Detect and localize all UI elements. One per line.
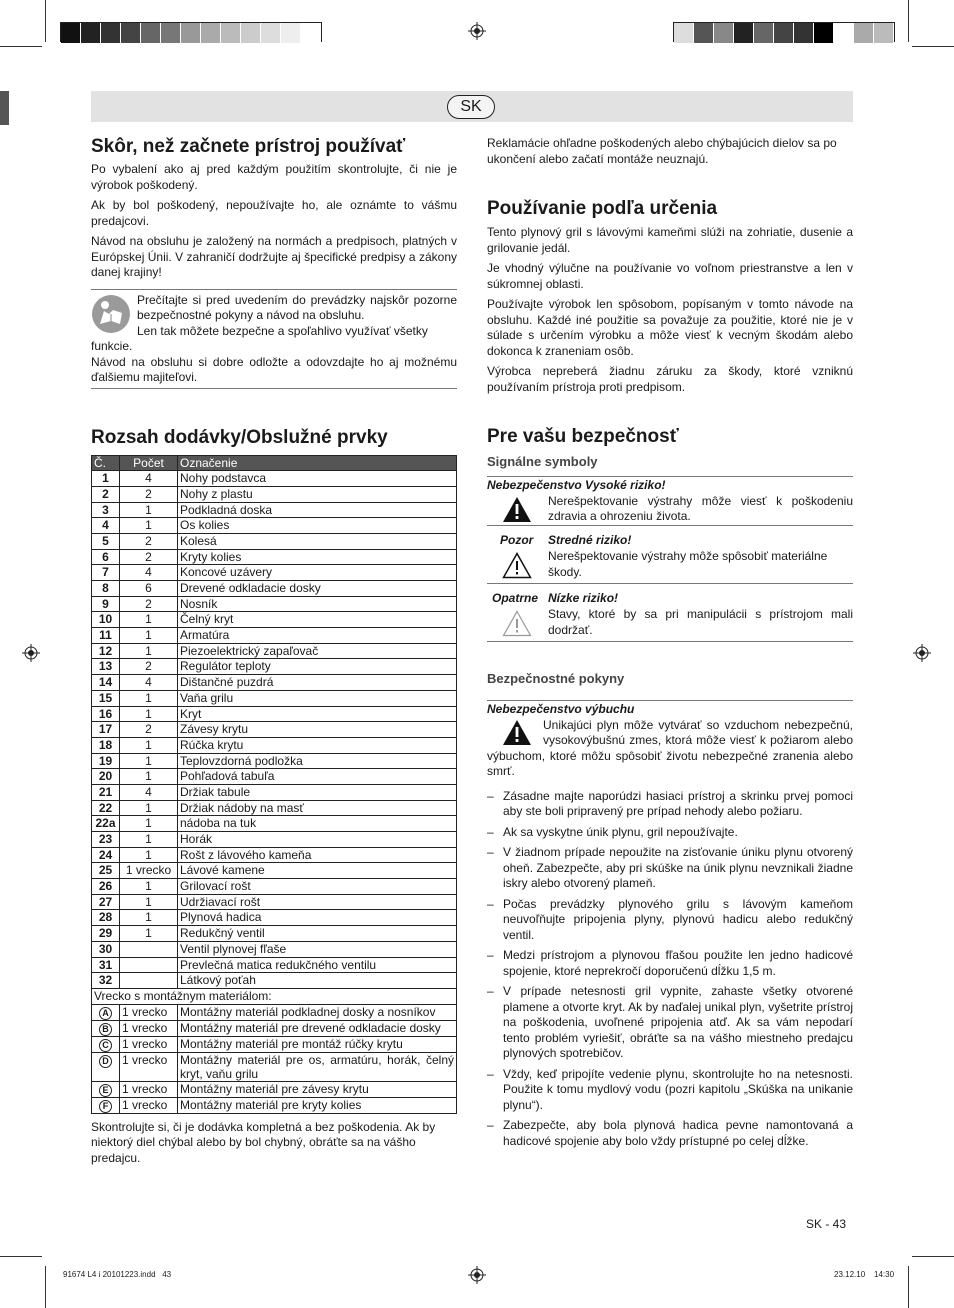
bag-quantity: 1 vrecko (120, 1020, 178, 1036)
parts-table (91, 455, 457, 1114)
table-row (92, 581, 457, 597)
table-header-row (92, 455, 457, 471)
list-item: – Zásadne majte naporúdzi hasiaci prístroj a skrinku prvej pomoci aby ste boli pripravený pre prípad nehody alebo požiaru. (487, 789, 853, 820)
column-header: Označenie (178, 455, 457, 471)
read-manual-note (91, 289, 457, 389)
bag-letter-cell (92, 1036, 120, 1052)
part-number: 24 (92, 847, 120, 863)
crop-mark (0, 46, 42, 47)
part-name: Kryt (178, 706, 457, 722)
crop-mark (45, 0, 46, 42)
bag-letter-cell (92, 1081, 120, 1097)
warning-triangle-outline-icon (502, 552, 532, 579)
bag-description: Montážny materiál pre montáž rúčky krytu (178, 1036, 457, 1052)
part-number: 13 (92, 659, 120, 675)
part-quantity: 2 (120, 596, 178, 612)
part-number: 14 (92, 675, 120, 691)
table-row (92, 612, 457, 628)
part-number: 28 (92, 910, 120, 926)
registration-mark-icon (22, 644, 40, 662)
right-column (487, 136, 853, 1154)
part-number: 2 (92, 486, 120, 502)
part-name: Nosník (178, 596, 457, 612)
part-name: Kryty kolies (178, 549, 457, 565)
paragraph: Ak by bol poškodený, nepoužívajte ho, ale oznámte to vášmu predajcovi. (91, 198, 457, 228)
part-quantity (120, 941, 178, 957)
bag-description: Montážny materiál pre závesy krytu (178, 1081, 457, 1097)
table-row (92, 1036, 457, 1052)
crop-mark (908, 1266, 909, 1308)
signal-text: Nerešpektovanie výstrahy môže viesť k poškodeniu zdravia a ohrozeniu života. (548, 493, 853, 523)
table-row (92, 549, 457, 565)
part-name: Piezoelektrický zapaľovač (178, 643, 457, 659)
column-header: Počet (120, 455, 178, 471)
part-number: 19 (92, 753, 120, 769)
bag-letter-cell (92, 1097, 120, 1113)
signal-text: Nerešpektovanie výstrahy môže spôsobiť materiálne škody. (548, 549, 828, 579)
bag-quantity: 1 vrecko (120, 1052, 178, 1081)
list-item: – V žiadnom prípade nepoužite na zisťovanie úniku plynu otvorený oheň. Zabezpečte, aby pri skúške na únik plynu nevznikali žiadne iskry alebo otvorený plameň. (487, 845, 853, 892)
bag-quantity: 1 vrecko (120, 1097, 178, 1113)
list-item: – Ak sa vyskytne únik plynu, gril nepoužívajte. (487, 825, 853, 841)
table-row (92, 1052, 457, 1081)
part-quantity: 1 (120, 800, 178, 816)
crop-mark (45, 1266, 46, 1308)
part-name: Redukčný ventil (178, 926, 457, 942)
table-row (92, 533, 457, 549)
paragraph: Používajte výrobok len spôsobom, popísaným v tomto návode na obsluhu. Každé iné použitie sa považuje za použitie, ktoré nie je v súlade s určením výrobku a môže viesť k vecným škodám alebo dokonca k zraneniam osôb. (487, 297, 853, 358)
bag-quantity: 1 vrecko (120, 1004, 178, 1020)
table-row (92, 518, 457, 534)
part-quantity: 1 vrecko (120, 863, 178, 879)
table-row (92, 675, 457, 691)
signal-block-caution (487, 526, 853, 584)
part-number: 11 (92, 628, 120, 644)
signal-label: Nízke riziko! (548, 591, 619, 605)
note-text: Prečítajte si pred uvedením do prevádzky najskôr pozorne bezpečnostné pokyny a návod na obsluhu. (137, 292, 457, 322)
bag-quantity: 1 vrecko (120, 1081, 178, 1097)
section-title-safety: Pre vašu bezpečnosť (487, 426, 679, 447)
bag-description: Montážny materiál pre kryty kolies (178, 1097, 457, 1113)
note-text: Návod na obsluhu si dobre odložte a odovzdajte ho aj možnému ďalšiemu majiteľovi. (91, 354, 457, 384)
part-quantity: 2 (120, 533, 178, 549)
section-title-before-use: Skôr, než začnete prístroj používať (91, 136, 406, 157)
part-number: 16 (92, 706, 120, 722)
bag-description: Montážny materiál pre drevené odkladacie dosky (178, 1020, 457, 1036)
section-title-intended-use: Používanie podľa určenia (487, 198, 718, 219)
closing-text: Skontrolujte si, či je dodávka kompletná a bez poškodenia. Ak by niektorý diel chýbal alebo by bol chybný, obráťte sa na vášho predajcu. (91, 1119, 436, 1165)
table-row (92, 643, 457, 659)
part-number: 3 (92, 502, 120, 518)
bag-description: Montážny materiál pre os, armatúru, horák, čelný kryt, vaňu grilu (178, 1052, 457, 1081)
part-name: Kolesá (178, 533, 457, 549)
registration-mark-icon (468, 1266, 486, 1284)
part-quantity: 6 (120, 581, 178, 597)
bag-quantity: 1 vrecko (120, 1036, 178, 1052)
table-row (92, 800, 457, 816)
part-name: Teplovzdorná podložka (178, 753, 457, 769)
part-quantity: 4 (120, 471, 178, 487)
part-number: 21 (92, 784, 120, 800)
warning-triangle-filled-icon (502, 496, 532, 523)
registration-mark-icon (468, 22, 486, 40)
part-number: 17 (92, 722, 120, 738)
table-row (92, 706, 457, 722)
table-row (92, 628, 457, 644)
bag-letter: E (99, 1084, 112, 1097)
paragraph: Výrobca nepreberá žiadnu záruku za škody, ktoré vzniknú používaním prístroja proti predpisom. (487, 364, 853, 394)
part-name: Čelný kryt (178, 612, 457, 628)
table-row (92, 769, 457, 785)
part-name: Os kolies (178, 518, 457, 534)
part-number: 26 (92, 879, 120, 895)
table-row (92, 784, 457, 800)
part-quantity: 1 (120, 690, 178, 706)
explosion-text: Unikajúci plyn môže vytvárať so vzduchom nebezpečnú, vysokovýbušnú zmes, ktorá môže viesť k požiarom alebo výbuchom, ktoré môžu spôsobiť životu nebezpečné zranenia alebo smrť. (487, 717, 853, 778)
part-quantity (120, 973, 178, 989)
part-quantity: 1 (120, 643, 178, 659)
part-quantity: 4 (120, 675, 178, 691)
paragraph: Návod na obsluhu je založený na normách a predpisoch, platných v Európskej Únii. V zahraničí dodržujte aj špecifické predpisy a zákony danej krajiny! (91, 234, 457, 279)
crop-mark (912, 1256, 954, 1257)
part-name: Regulátor teploty (178, 659, 457, 675)
table-row (92, 659, 457, 675)
list-item: – Medzi prístrojom a plynovou fľašou použite len jedno hadicové spojenie, ktoré neprekročí doporučenú dĺžku 1,5 m. (487, 948, 853, 979)
part-quantity: 1 (120, 847, 178, 863)
part-name: Dištančné puzdrá (178, 675, 457, 691)
part-quantity: 1 (120, 879, 178, 895)
part-name: Držiak nádoby na masť (178, 800, 457, 816)
part-number: 7 (92, 565, 120, 581)
table-row (92, 973, 457, 989)
part-name: Ventil plynovej fľaše (178, 941, 457, 957)
section-title-delivery-scope: Rozsah dodávky/Obslužné prvky (91, 426, 388, 448)
table-row (92, 471, 457, 487)
part-number: 9 (92, 596, 120, 612)
bag-letter: C (99, 1039, 112, 1052)
part-number: 31 (92, 957, 120, 973)
table-row (92, 690, 457, 706)
part-number: 10 (92, 612, 120, 628)
signal-word: Opatrne (492, 591, 539, 605)
bag-letter-cell (92, 1020, 120, 1036)
part-name: Lávové kamene (178, 863, 457, 879)
bag-caption-row (92, 988, 457, 1004)
part-quantity: 1 (120, 926, 178, 942)
crop-mark (908, 0, 909, 42)
part-name: Rúčka krytu (178, 737, 457, 753)
part-name: Držiak tabule (178, 784, 457, 800)
color-bar-right (673, 22, 895, 42)
bag-letter: F (99, 1100, 112, 1113)
list-item: – Vždy, keď pripojíte vedenie plynu, skontrolujte ho na netesnosti. Použite k tomu mydlový vodu (pozri kapitolu „Skúška na unikanie plynu“). (487, 1067, 853, 1114)
part-name: Pohľadová tabuľa (178, 769, 457, 785)
side-tab (0, 91, 9, 125)
part-quantity: 1 (120, 910, 178, 926)
part-quantity: 1 (120, 737, 178, 753)
part-number: 5 (92, 533, 120, 549)
part-name: nádoba na tuk (178, 816, 457, 832)
language-badge: SK (447, 95, 495, 119)
paragraph: Tento plynový gril s lávovými kameňmi slúži na zohriatie, dusenie a grilovanie jedál. (487, 225, 853, 255)
table-row (92, 941, 457, 957)
table-row (92, 565, 457, 581)
part-name: Závesy krytu (178, 722, 457, 738)
part-quantity: 1 (120, 832, 178, 848)
warning-triangle-light-icon (502, 610, 532, 637)
bag-letter-cell (92, 1004, 120, 1020)
registration-mark-icon (913, 644, 931, 662)
table-row (92, 957, 457, 973)
part-quantity: 1 (120, 518, 178, 534)
part-quantity: 1 (120, 894, 178, 910)
list-item: – V prípade netesnosti gril vypnite, zahaste všetky otvorené plamene a otvorte kryt. Ak by naďalej unikal plyn, vyšetrite prístroj na poškodenia, uvoľnené pripojenia atď. Ak sa vám nepodarí tento problém vyriešiť, obráťte sa na vášho miestneho predajcu plynových spotrebičov. (487, 984, 853, 1062)
bag-letter: D (99, 1055, 112, 1068)
signal-word: Pozor (500, 533, 534, 547)
paragraph: Po vybalení ako aj pred každým použitím skontrolujte, či nie je výrobok poškodený. (91, 162, 457, 192)
bag-letter: B (99, 1023, 112, 1036)
table-row (92, 1004, 457, 1020)
part-quantity: 2 (120, 486, 178, 502)
part-quantity: 4 (120, 565, 178, 581)
part-quantity: 1 (120, 769, 178, 785)
part-name: Podkladná doska (178, 502, 457, 518)
signal-block-danger (487, 476, 853, 526)
footer-file-info: 91674 L4 i 20101223.indd 43 (63, 1270, 172, 1279)
bag-letter-cell (92, 1052, 120, 1081)
part-number: 1 (92, 471, 120, 487)
table-row (92, 816, 457, 832)
table-row (92, 926, 457, 942)
part-number: 12 (92, 643, 120, 659)
part-name: Rošt z lávového kameňa (178, 847, 457, 863)
bag-description: Montážny materiál podkladnej dosky a nosníkov (178, 1004, 457, 1020)
table-row (92, 894, 457, 910)
bag-letter: A (99, 1007, 112, 1020)
table-row (92, 847, 457, 863)
part-name: Vaňa grilu (178, 690, 457, 706)
table-row (92, 910, 457, 926)
color-bar-left (60, 22, 322, 42)
part-quantity: 4 (120, 784, 178, 800)
part-number: 23 (92, 832, 120, 848)
crop-mark (912, 46, 954, 47)
part-quantity: 1 (120, 816, 178, 832)
part-number: 22 (92, 800, 120, 816)
bag-caption: Vrecko s montážnym materiálom: (92, 988, 457, 1004)
part-name: Plynová hadica (178, 910, 457, 926)
part-number: 18 (92, 737, 120, 753)
part-number: 30 (92, 941, 120, 957)
table-row (92, 753, 457, 769)
part-name: Horák (178, 832, 457, 848)
part-name: Drevené odkladacie dosky (178, 581, 457, 597)
table-row (92, 879, 457, 895)
signal-block-care (487, 584, 853, 642)
crop-mark (0, 1256, 42, 1257)
part-name: Prevlečná matica redukčného ventilu (178, 957, 457, 973)
table-row (92, 502, 457, 518)
note-text: Len tak môžete bezpečne a spoľahlivo využívať všetky funkcie. (91, 323, 428, 353)
table-row (92, 1020, 457, 1036)
page-number: SK - 43 (806, 1217, 847, 1231)
warning-triangle-filled-icon (502, 719, 532, 746)
part-number: 20 (92, 769, 120, 785)
part-name: Látkový poťah (178, 973, 457, 989)
part-name: Nohy podstavca (178, 471, 457, 487)
footer-date-info: 23.12.10 14:30 (834, 1270, 895, 1279)
part-number: 22a (92, 816, 120, 832)
signal-text: Stavy, ktoré by sa pri manipulácii s prístrojom mali dodržať. (548, 607, 853, 637)
part-number: 4 (92, 518, 120, 534)
table-row (92, 486, 457, 502)
part-number: 27 (92, 894, 120, 910)
part-name: Koncové uzávery (178, 565, 457, 581)
part-number: 32 (92, 973, 120, 989)
subsection-signal-symbols: Signálne symboly (487, 454, 598, 469)
paragraph: Reklamácie ohľadne poškodených alebo chýbajúcich dielov sa po ukončení alebo začatí montáže neuznajú. (487, 136, 837, 166)
part-number: 29 (92, 926, 120, 942)
part-quantity: 2 (120, 549, 178, 565)
part-quantity: 1 (120, 753, 178, 769)
part-quantity: 2 (120, 722, 178, 738)
subsection-safety-instructions: Bezpečnostné pokyny (487, 671, 625, 686)
part-number: 8 (92, 581, 120, 597)
list-item: – Počas prevádzky plynového grilu s lávovým kameňom neuvoľňujte pripojenia plyny, plynovú hadicu alebo redukčný ventil. (487, 897, 853, 944)
table-row (92, 1081, 457, 1097)
part-name: Udržiavací rošt (178, 894, 457, 910)
table-row (92, 1097, 457, 1113)
table-row (92, 737, 457, 753)
table-row (92, 832, 457, 848)
part-number: 25 (92, 863, 120, 879)
signal-label: Nebezpečenstvo Vysoké riziko! (487, 478, 666, 492)
part-quantity: 1 (120, 628, 178, 644)
part-quantity: 1 (120, 706, 178, 722)
part-quantity: 1 (120, 502, 178, 518)
table-row (92, 863, 457, 879)
list-item: – Zabezpečte, aby bola plynová hadica pevne namontovaná a hadicové spojenie aby bolo vždy prístupné po celej dĺžke. (487, 1118, 853, 1149)
part-number: 15 (92, 690, 120, 706)
column-header: Č. (92, 455, 120, 471)
explosion-warning (487, 700, 853, 780)
part-name: Nohy z plastu (178, 486, 457, 502)
safety-bullet-list (487, 789, 853, 1150)
table-row (92, 722, 457, 738)
signal-label: Stredné riziko! (548, 533, 632, 547)
table-row (92, 596, 457, 612)
paragraph: Je vhodný výlučne na používanie vo voľnom priestranstve a len v súkromnej oblasti. (487, 261, 853, 291)
part-quantity: 1 (120, 612, 178, 628)
part-number: 6 (92, 549, 120, 565)
read-manual-icon (91, 294, 131, 334)
part-name: Armatúra (178, 628, 457, 644)
explosion-label: Nebezpečenstvo výbuchu (487, 702, 635, 716)
left-column (91, 136, 457, 1171)
part-quantity: 2 (120, 659, 178, 675)
part-name: Grilovací rošt (178, 879, 457, 895)
part-quantity (120, 957, 178, 973)
